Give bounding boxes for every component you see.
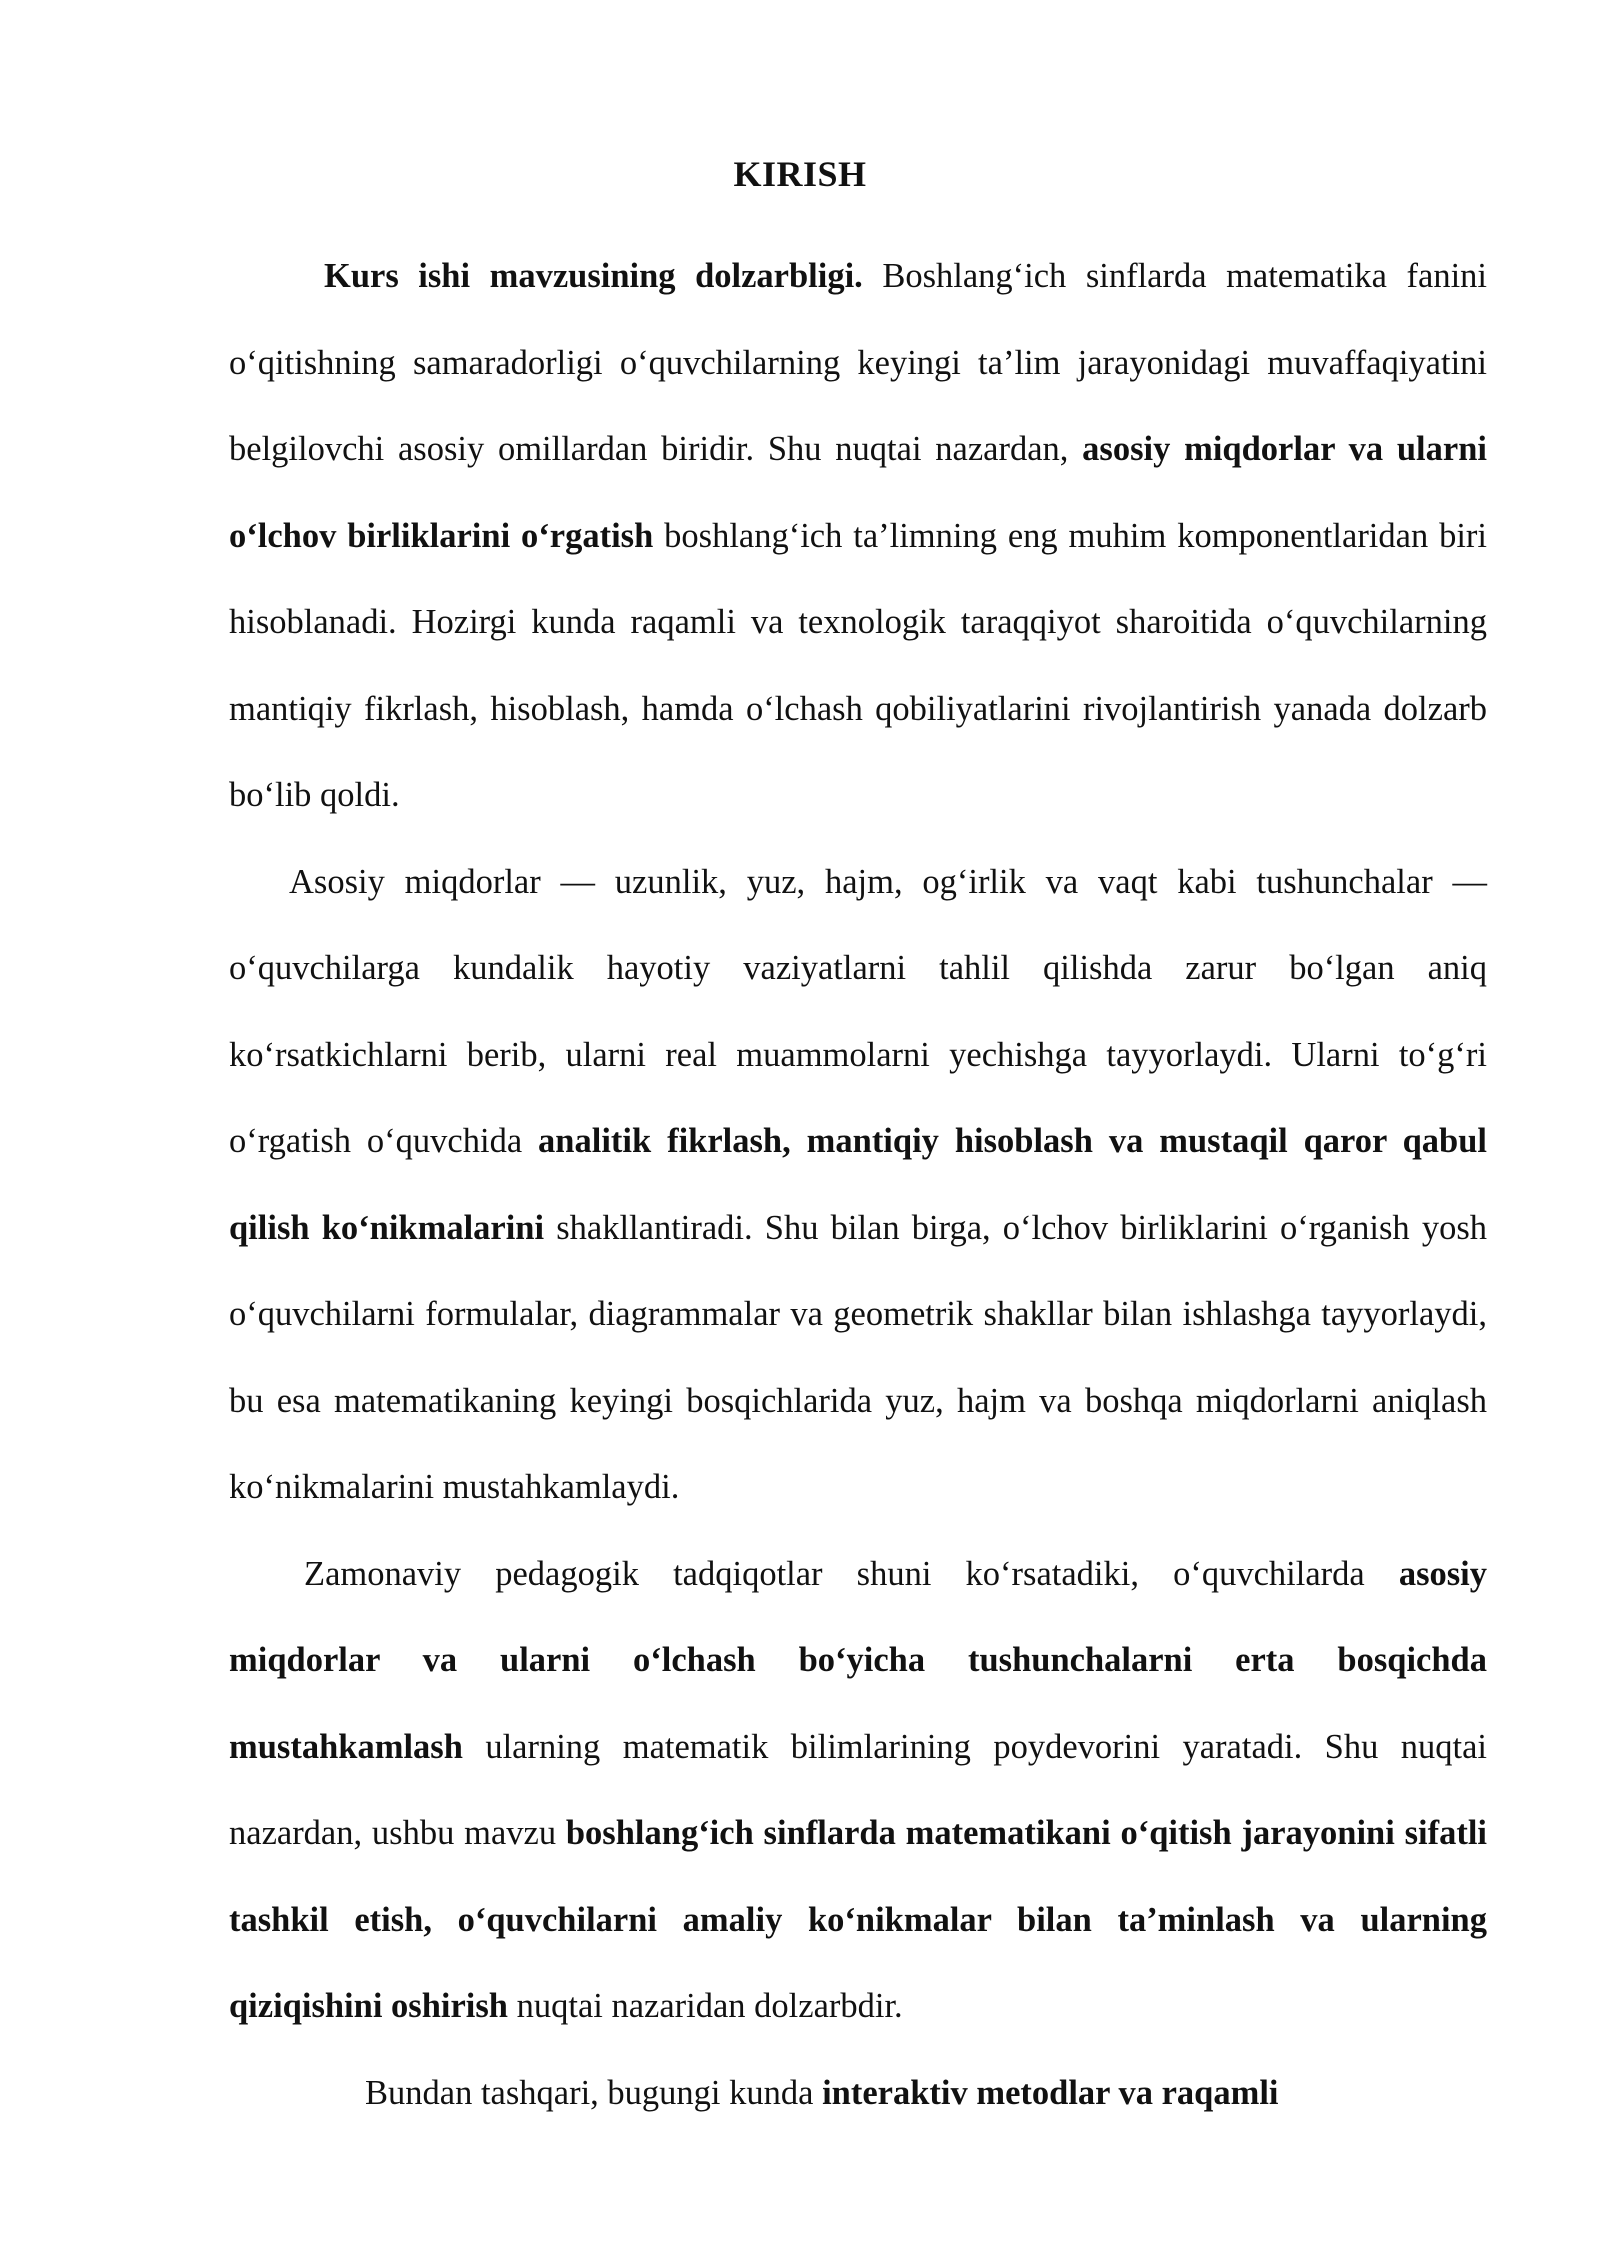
paragraph-interactive — [229, 2050, 1487, 2137]
emphasis-text: asosiy miqdorlar va ularni o‘lchash bo‘yicha tushunchalarni erta bosqichda mustahkamlash — [229, 1554, 1487, 1766]
page-title: KIRISH — [733, 154, 867, 194]
paragraph-text: Bundan tashqari, bugungi kunda — [365, 2073, 823, 2112]
emphasis-text: analitik fikrlash, mantiqiy hisoblash va mustaqil qaror qabul qilish ko‘nikmalarini — [229, 1122, 1487, 1247]
emphasis-text: boshlang‘ich sinflarda matematikani o‘qitish jarayonini sifatli tashkil etish, o‘quvchilarni amaliy ko‘nikmalar bilan ta’minlash va ularning qiziqishini oshirish — [229, 1814, 1487, 2025]
paragraph-research — [229, 1531, 1487, 2050]
emphasis-text: interaktiv metodlar va raqamli — [822, 2073, 1279, 2112]
paragraph-text: boshlang‘ich ta’limning eng muhim komponentlaridan biri hisoblanadi. Hozirgi kunda raqamli va texnologik taraqqiyot sharoitida o‘quvchilarning mantiqiy fikrlash, hisoblash, hamda o‘lchash qobiliyatlarini rivojlantirish yanada dolzarb bo‘lib qoldi. — [229, 516, 1487, 814]
paragraph-text: ularning matematik bilimlarining poydevorini yaratadi. Shu nuqtai nazardan, ushbu mavzu — [229, 1727, 1487, 1852]
paragraph-quantities — [229, 839, 1487, 1531]
paragraph-relevance — [229, 233, 1487, 839]
paragraph-text: shakllantiradi. Shu bilan birga, o‘lchov birliklarini o‘rganish yosh o‘quvchilarni formulalar, diagrammalar va geometrik shakllar bilan ishlashga tayyorlaydi, bu esa matematikaning keyingi bosqichlarida yuz, hajm va boshqa miqdorlarni aniqlash ko‘nikmalarini mustahkamlaydi. — [229, 1208, 1488, 1506]
relevance-heading: Kurs ishi mavzusining dolzarbligi. — [324, 257, 863, 295]
paragraph-text: Asosiy miqdorlar — uzunlik, yuz, hajm, og‘irlik va vaqt kabi tushunchalar — o‘quvchilarga kundalik hayotiy vaziyatlarni tahlil qilishda zarur bo‘lgan aniq ko‘rsatkichlarni berib, ularni real muammolarni yechishga tayyorlaydi. Ularni to‘g‘ri o‘rgatish o‘quvchida — [229, 862, 1487, 1160]
document-body — [229, 233, 1487, 2136]
emphasis-text: asosiy miqdorlar va ularni o‘lchov birliklarini o‘rgatish — [229, 430, 1487, 555]
paragraph-text: nuqtai nazaridan dolzarbdir. — [508, 1987, 903, 2025]
paragraph-text: Boshlang‘ich sinflarda matematika fanini o‘qitishning samaradorligi o‘quvchilarning keyingi ta’lim jarayonidagi muvaffaqiyatini belgilovchi asosiy omillardan biridir. Shu nuqtai nazardan, — [229, 257, 1487, 468]
paragraph-text: Zamonaviy pedagogik tadqiqotlar shuni ko‘rsatadiki, o‘quvchilarda — [304, 1554, 1399, 1593]
